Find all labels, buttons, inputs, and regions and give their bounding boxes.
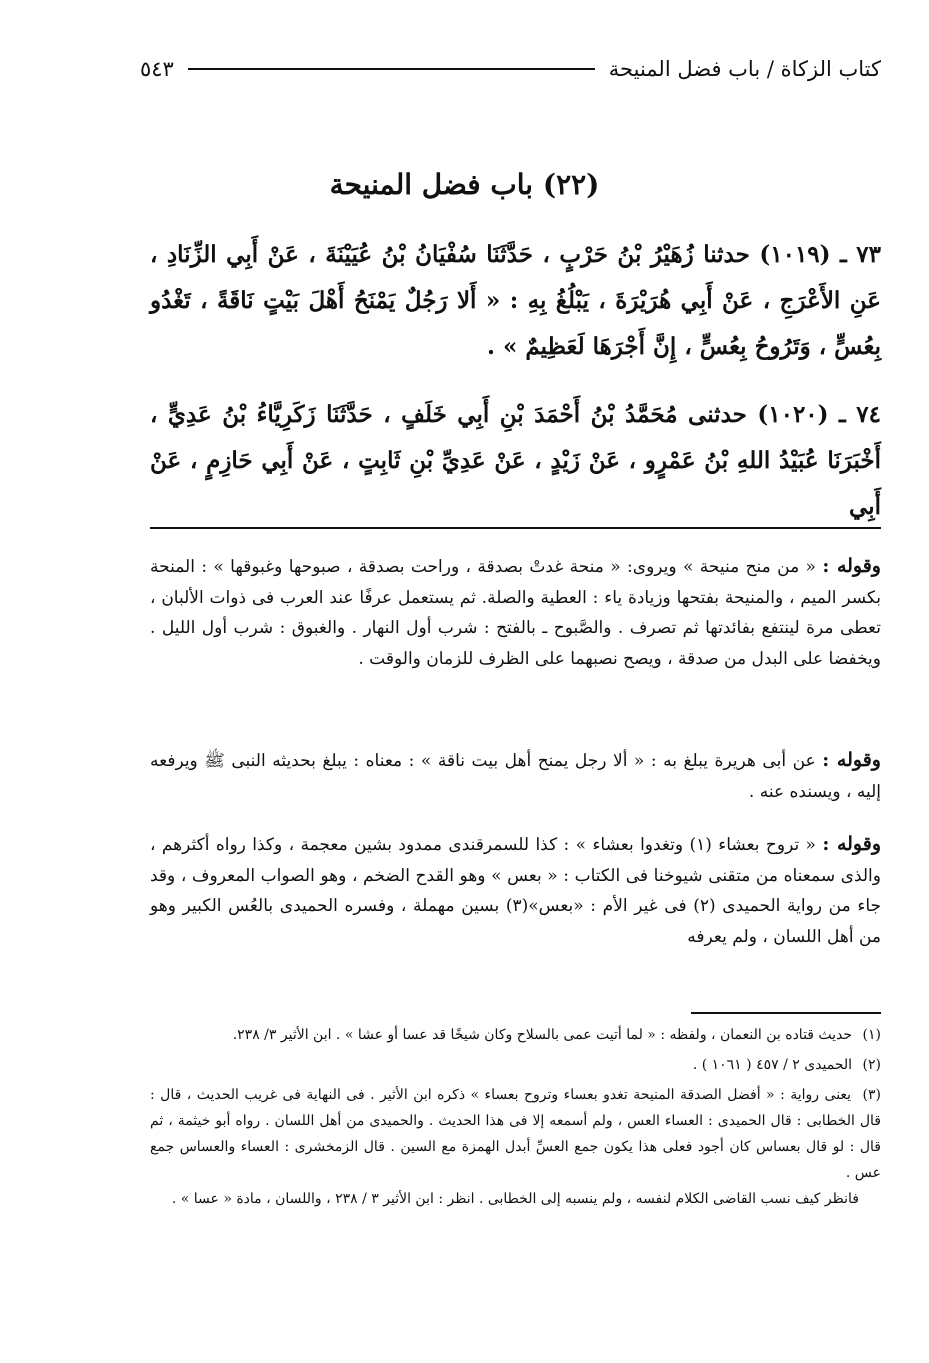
footnote-label: (٣) (862, 1087, 882, 1103)
commentary-paragraph (150, 551, 881, 674)
footnote-continuation: فانظر كيف نسب القاضى الكلام لنفسه ، ولم ينسبه إلى الخطابى . انظر : ابن الأثير ٣ / ٢٣٨ ، واللسان ، مادة « عسا » . (171, 1191, 859, 1207)
footnote-text: يعنى رواية : « أفضل الصدقة المنيحة تغدو بعساء وتروح بعساء » ذكره ابن الأثير . فى النهاية فى غريب الحديث ، قال : قال الخطابى : قال الحميدى : العساء العس ، ولم أسمعه إلا فى هذا الحديث . والحميدى من أهل اللسان . رواه أبو خيثمة ، ثم قال : لو قال بعساس كان أجود فعلى هذا يكون جمع العسِّ أبدل الهمزة مع السين . قال الزمخشرى : العساء والعساس جمع عس . (150, 1087, 881, 1181)
footnotes (150, 1022, 881, 1216)
footnote-2 (150, 1052, 881, 1078)
chapter-heading: (٢٢) باب فضل المنيحة (329, 168, 600, 201)
footnote-text: حديث قتاده بن النعمان ، ولفظه : « لما أتيت عمى بالسلاح وكان شيخًا قد عسا أو عشا » . ابن الأثير ٣/ ٢٣٨. (232, 1027, 853, 1043)
footnote-text: الحميدى ٢ / ٤٥٧ ( ١٠٦١ ) . (692, 1057, 853, 1073)
commentary-keyword: وقوله : (822, 555, 881, 577)
hadith-73: ٧٣ ـ (١٠١٩) حدثنا زُهَيْرُ بْنُ حَرْبٍ ، حَدَّثَنَا سُفْيَانُ بْنُ عُيَيْنَةَ ، عَنْ أَبِي الزِّنَادِ ، عَنِ الأَعْرَجِ ، عَنْ أَبِي هُرَيْرَةَ ، يَبْلُغُ بِهِ : « أَلا رَجُلٌ يَمْنَحُ أَهْلَ بَيْتٍ نَاقَةً ، تَغْدُو بِعُسٍّ ، وَتَرُوحُ بِعُسٍّ ، إِنَّ أَجْرَهَا لَعَظِيمٌ » . (150, 241, 881, 360)
commentary-paragraph (150, 745, 881, 807)
header-rule (188, 68, 595, 70)
footnote-label: (١) (862, 1027, 881, 1043)
commentary-text: عن أبى هريرة يبلغ به : « ألا رجل يمنح أهل بيت ناقة » : معناه : يبلغ بحديثه النبى ﷺ ويرفعه إليه ، ويسنده عنه . (150, 751, 881, 802)
commentary-keyword: وقوله : (822, 749, 881, 771)
commentary-text: « من منح منيحة » ويروى: « منحة غدتْ بصدقة ، وراحت بصدقة ، صبوحها وغبوقها » : المنحة بكسر الميم ، والمنيحة بفتحها وزيادة ياء : العطية والصلة. ثم يستعمل عرفًا عند العرب فى ذوات الألبان ، تعطى مرة لينتفع بفائدتها ثم تصرف . والصَّبوح ـ بالفتح : شرب أول النهار . والغبوق : شرب أول الليل . ويخفضا على البدل من صدقة ، ويصح نصبهما على الظرف للزمان والوقت . (150, 557, 881, 669)
running-header (140, 52, 881, 86)
commentary-paragraph (150, 829, 881, 952)
footnote-label: (٢) (862, 1057, 881, 1073)
footnote-divider (691, 1012, 881, 1014)
footnote-3 (150, 1082, 881, 1212)
commentary-text: « تروح بعشاء (١) وتغدوا بعشاء » : كذا للسمرقندى ممدود بشين معجمة ، وكذا رواه أكثرهم ، والذى سمعناه من متقنى شيوخنا فى الكتاب : « بعس » وهو القدح الضخم ، وهو الصواب المعروف ، وقد جاء من رواية الحميدى (٢) فى غير الأم : «بعس»(٣) بسين مهملة ، وفسره الحميدى بالعُس الكبير وهو من أهل اللسان ، ولم يعرفه (150, 835, 882, 947)
hadith-74: ٧٤ ـ (١٠٢٠) حدثنى مُحَمَّدُ بْنُ أَحْمَدَ بْنِ أَبِي خَلَفٍ ، حَدَّثَنَا زَكَرِيَّاءُ بْنُ عَدِيٍّ ، أَخْبَرَنَا عُبَيْدُ اللهِ بْنُ عَمْرٍو ، عَنْ زَيْدٍ ، عَنْ عَدِيِّ بْنِ ثَابِتٍ ، عَنْ أَبِي حَازِمٍ ، عَنْ أَبِي (150, 401, 881, 520)
main-text-divider (150, 527, 881, 529)
book-title: كتاب الزكاة / باب فضل المنيحة (608, 57, 881, 81)
page-number: ٥٤٣ (140, 57, 174, 81)
commentary-keyword: وقوله : (822, 833, 882, 855)
footnote-1 (150, 1022, 881, 1048)
